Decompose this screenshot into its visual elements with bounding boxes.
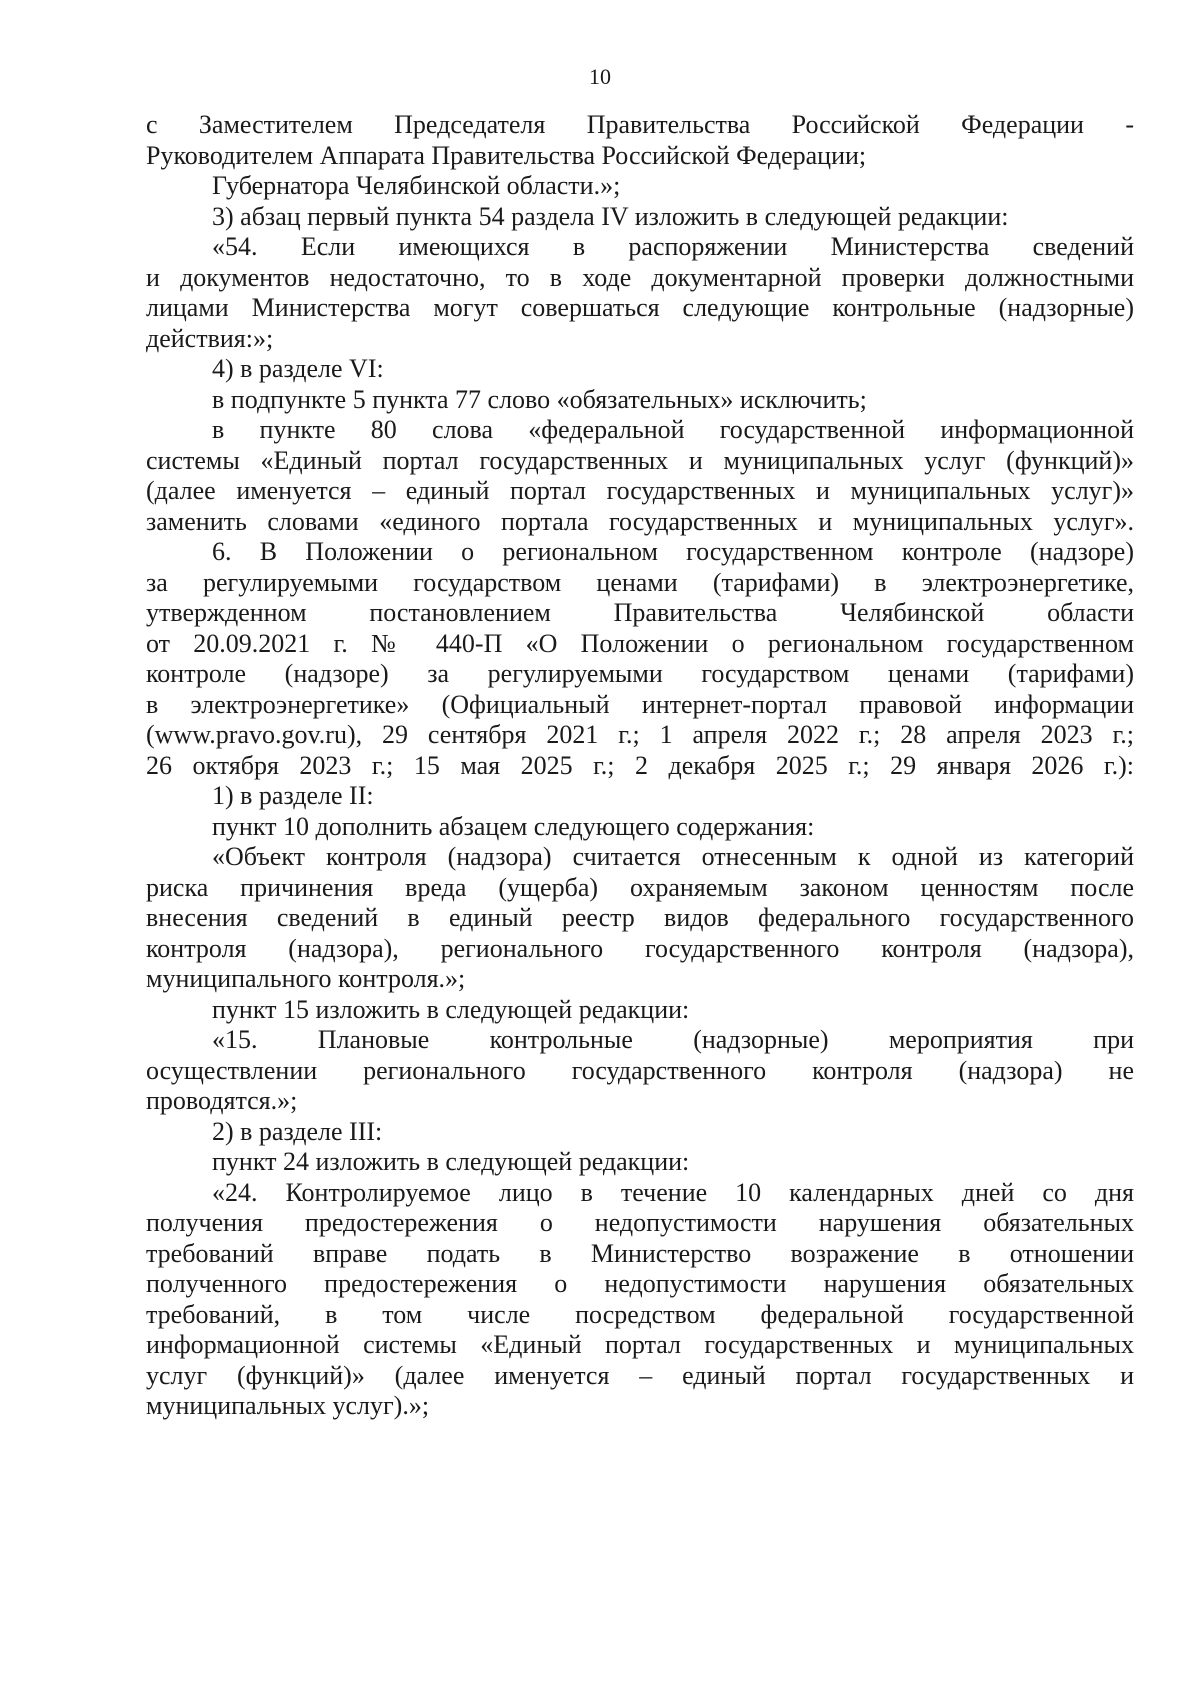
text-line: муниципальных услуг).»; [146,1391,430,1420]
document-body [146,110,1134,1422]
text-line: Руководителем Аппарата Правительства Российской Федерации; [146,140,867,170]
text-line: контроля (надзора), регионального государственного контроля (надзора), [146,933,1134,963]
text-line: в подпункте 5 пункта 77 слово «обязательных» исключить; [212,384,867,414]
text-line: проводятся.»; [146,1086,298,1115]
text-line: пункт 15 изложить в следующей редакции: [212,994,690,1024]
text-line: за регулируемыми государством ценами (тарифами) в электроэнергетике, [146,567,1134,597]
text-line: утвержденном постановлением Правительства Челябинской области [146,598,1134,627]
text-line: осуществлении регионального государственного контроля (надзора) не [146,1055,1134,1085]
text-line: с Заместителем Председателя Правительства Российской Федерации - [146,110,1134,139]
text-line: пункт 24 изложить в следующей редакции: [212,1147,690,1176]
text-line: в электроэнергетике» (Официальный интернет-портал правовой информации [146,689,1134,719]
text-line: действия:»; [146,323,274,353]
text-line: (далее именуется – единый портал государственных и муниципальных услуг)» [146,476,1134,505]
text-line: «15. Плановые контрольные (надзорные) мероприятия при [212,1025,1134,1054]
text-line: «Объект контроля (надзора) считается отнесенным к одной из категорий [212,842,1134,871]
text-line: требований вправе подать в Министерство возражение в отношении [146,1238,1134,1268]
text-line: 3) абзац первый пункта 54 раздела IV изложить в следующей редакции: [212,201,1009,231]
text-line: «54. Если имеющихся в распоряжении Министерства сведений [212,232,1134,261]
text-line: Губернатора Челябинской области.»; [212,171,621,200]
text-line: 6. В Положении о региональном государственном контроле (надзоре) [212,537,1134,566]
text-line: 2) в разделе III: [212,1116,383,1146]
text-line: риска причинения вреда (ущерба) охраняемым законом ценностям после [146,872,1134,902]
text-line: заменить словами «единого портала государственных и муниципальных услуг». [146,506,1134,536]
text-line: в пункте 80 слова «федеральной государственной информационной [212,415,1134,444]
text-line: пункт 10 дополнить абзацем следующего содержания: [212,811,815,841]
text-line: контроле (надзоре) за регулируемыми государством ценами (тарифами) [146,659,1134,688]
text-line: 4) в разделе VI: [212,354,384,383]
text-line: получения предостережения о недопустимости нарушения обязательных [146,1208,1134,1237]
text-line: полученного предостережения о недопустимости нарушения обязательных [146,1269,1134,1298]
text-line: от 20.09.2021 г. № 440-П «О Положении о региональном государственном [146,628,1134,658]
text-line: внесения сведений в единый реестр видов федерального государственного [146,903,1134,932]
text-line: и документов недостаточно, то в ходе документарной проверки должностными [146,262,1134,292]
text-line: лицами Министерства могут совершаться следующие контрольные (надзорные) [146,293,1134,322]
text-line: муниципального контроля.»; [146,964,466,993]
text-line: 26 октября 2023 г.; 15 мая 2025 г.; 2 декабря 2025 г.; 29 января 2026 г.): [146,750,1134,780]
text-line: «24. Контролируемое лицо в течение 10 календарных дней со дня [212,1177,1134,1207]
text-line: требований, в том числе посредством федеральной государственной [146,1299,1134,1329]
text-line: 1) в разделе II: [212,781,374,810]
text-line: системы «Единый портал государственных и муниципальных услуг (функций)» [146,445,1134,475]
text-line: информационной системы «Единый портал государственных и муниципальных [146,1330,1134,1359]
text-line: (www.pravo.gov.ru), 29 сентября 2021 г.; 1 апреля 2022 г.; 28 апреля 2023 г.; [146,720,1134,749]
text-line: услуг (функций)» (далее именуется – единый портал государственных и [146,1360,1134,1390]
page-number: 10 [589,64,611,89]
